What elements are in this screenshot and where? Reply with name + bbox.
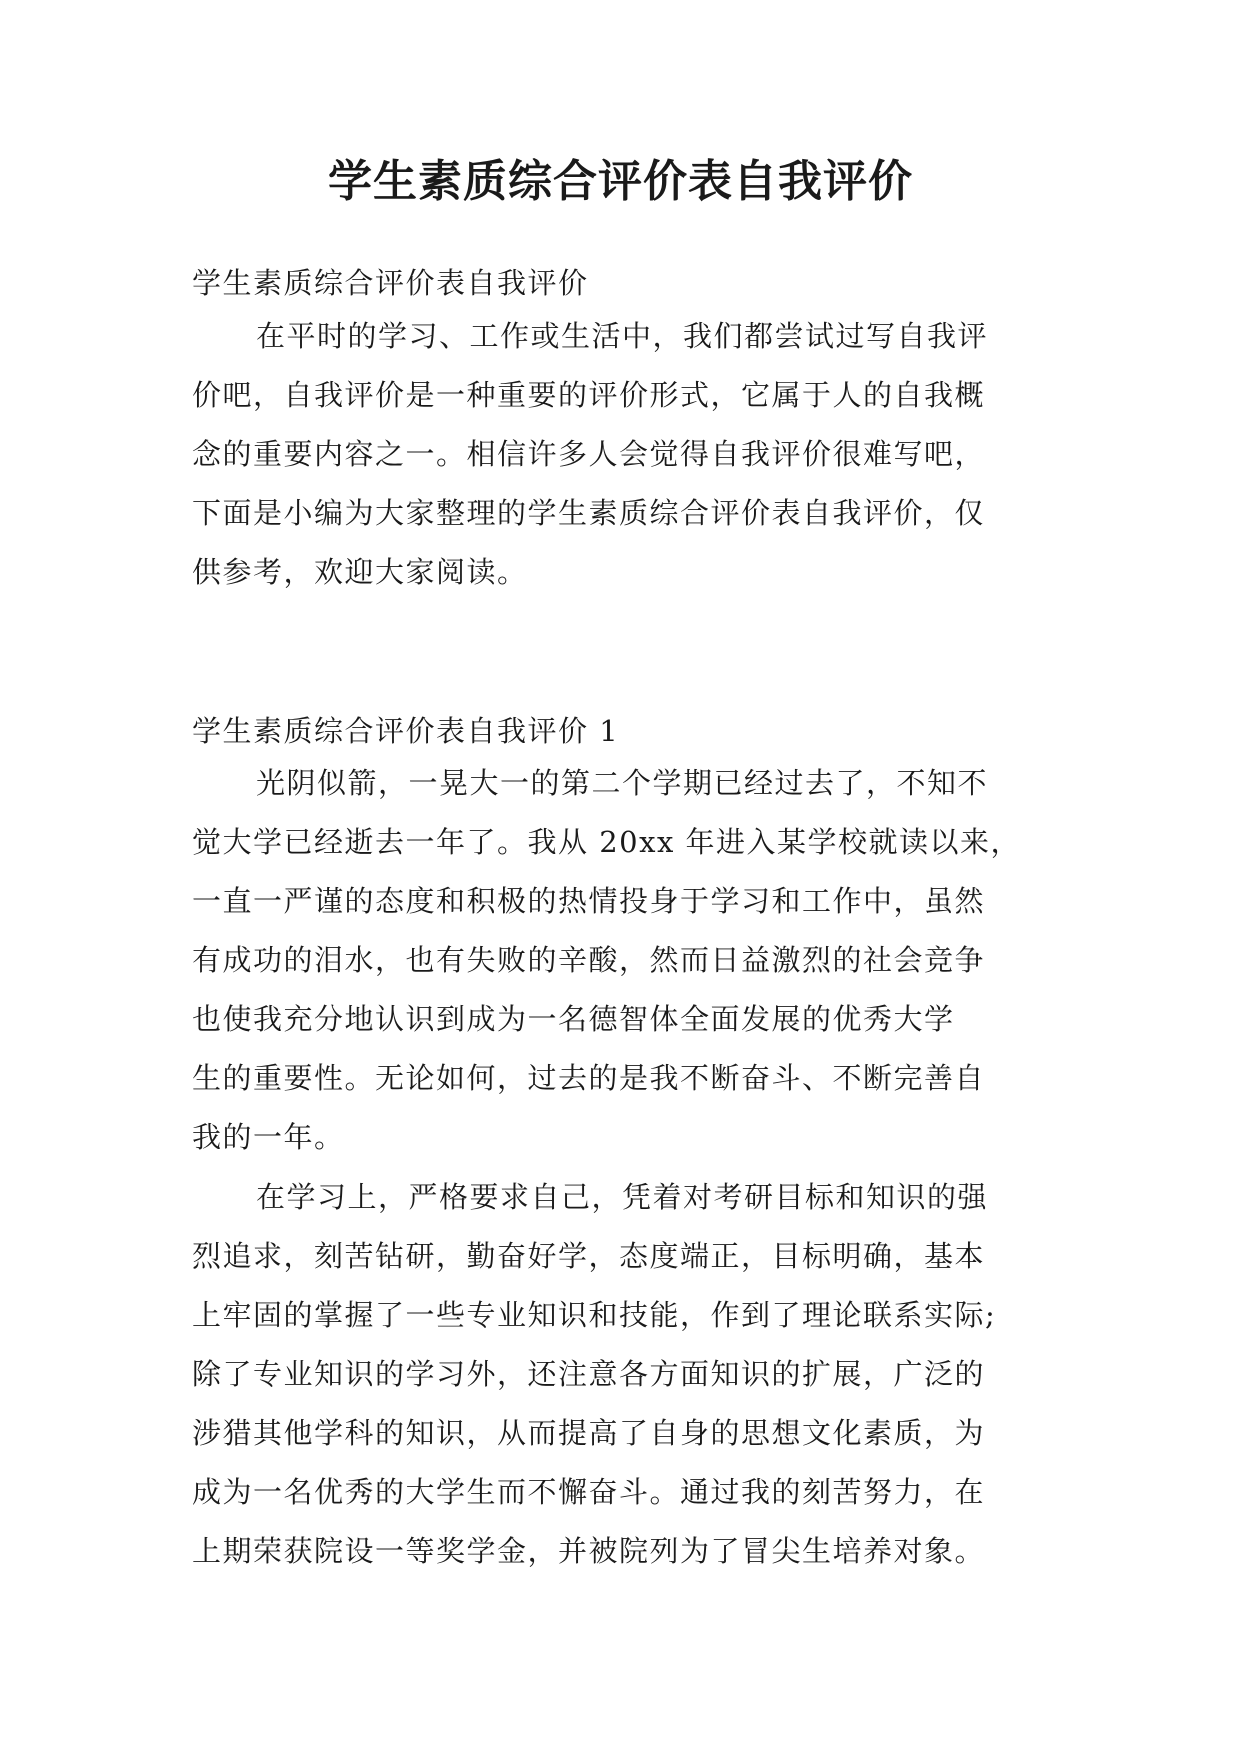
- paragraph-line: 上期荣获院设一等奖学金，并被院列为了冒尖生培养对象。: [192, 1534, 986, 1568]
- paragraph-line: 成为一名优秀的大学生而不懈奋斗。通过我的刻苦努力，在: [192, 1475, 986, 1509]
- paragraph-line: 供参考，欢迎大家阅读。: [192, 555, 528, 589]
- paragraph-line: 觉大学已经逝去一年了。我从 20xx 年进入某学校就读以来，: [192, 825, 1022, 859]
- paragraph-line: 除了专业知识的学习外，还注意各方面知识的扩展，广泛的: [192, 1357, 986, 1391]
- paragraph-line: 在平时的学习、工作或生活中，我们都尝试过写自我评: [256, 319, 989, 353]
- paragraph-line: 生的重要性。无论如何，过去的是我不断奋斗、不断完善自: [192, 1061, 986, 1095]
- intro-heading: 学生素质综合评价表自我评价: [192, 266, 589, 300]
- paragraph-line: 光阴似箭，一晃大一的第二个学期已经过去了，不知不: [256, 766, 989, 800]
- paragraph-line: 价吧，自我评价是一种重要的评价形式，它属于人的自我概: [192, 378, 986, 412]
- paragraph-line: 也使我充分地认识到成为一名德智体全面发展的优秀大学: [192, 1002, 955, 1036]
- paragraph-line: 下面是小编为大家整理的学生素质综合评价表自我评价，仅: [192, 496, 986, 530]
- paragraph-line: 烈追求，刻苦钻研，勤奋好学，态度端正，目标明确，基本: [192, 1239, 986, 1273]
- section1-paragraph-2: [192, 1168, 1072, 1581]
- paragraph-line: 念的重要内容之一。相信许多人会觉得自我评价很难写吧，: [192, 437, 986, 471]
- section1-paragraph-1: [192, 754, 1072, 1167]
- paragraph-line: 我的一年。: [192, 1120, 345, 1154]
- section1-heading: 学生素质综合评价表自我评价 1: [192, 714, 620, 748]
- intro-paragraph: [192, 307, 1072, 602]
- paragraph-line: 一直一严谨的态度和积极的热情投身于学习和工作中，虽然: [192, 884, 986, 918]
- document-title: 学生素质综合评价表自我评价: [328, 156, 913, 207]
- paragraph-line: 上牢固的掌握了一些专业知识和技能，作到了理论联系实际;: [192, 1298, 997, 1332]
- paragraph-line: 涉猎其他学科的知识，从而提高了自身的思想文化素质，为: [192, 1416, 986, 1450]
- paragraph-line: 有成功的泪水，也有失败的辛酸，然而日益激烈的社会竞争: [192, 943, 986, 977]
- paragraph-line: 在学习上，严格要求自己，凭着对考研目标和知识的强: [256, 1180, 989, 1214]
